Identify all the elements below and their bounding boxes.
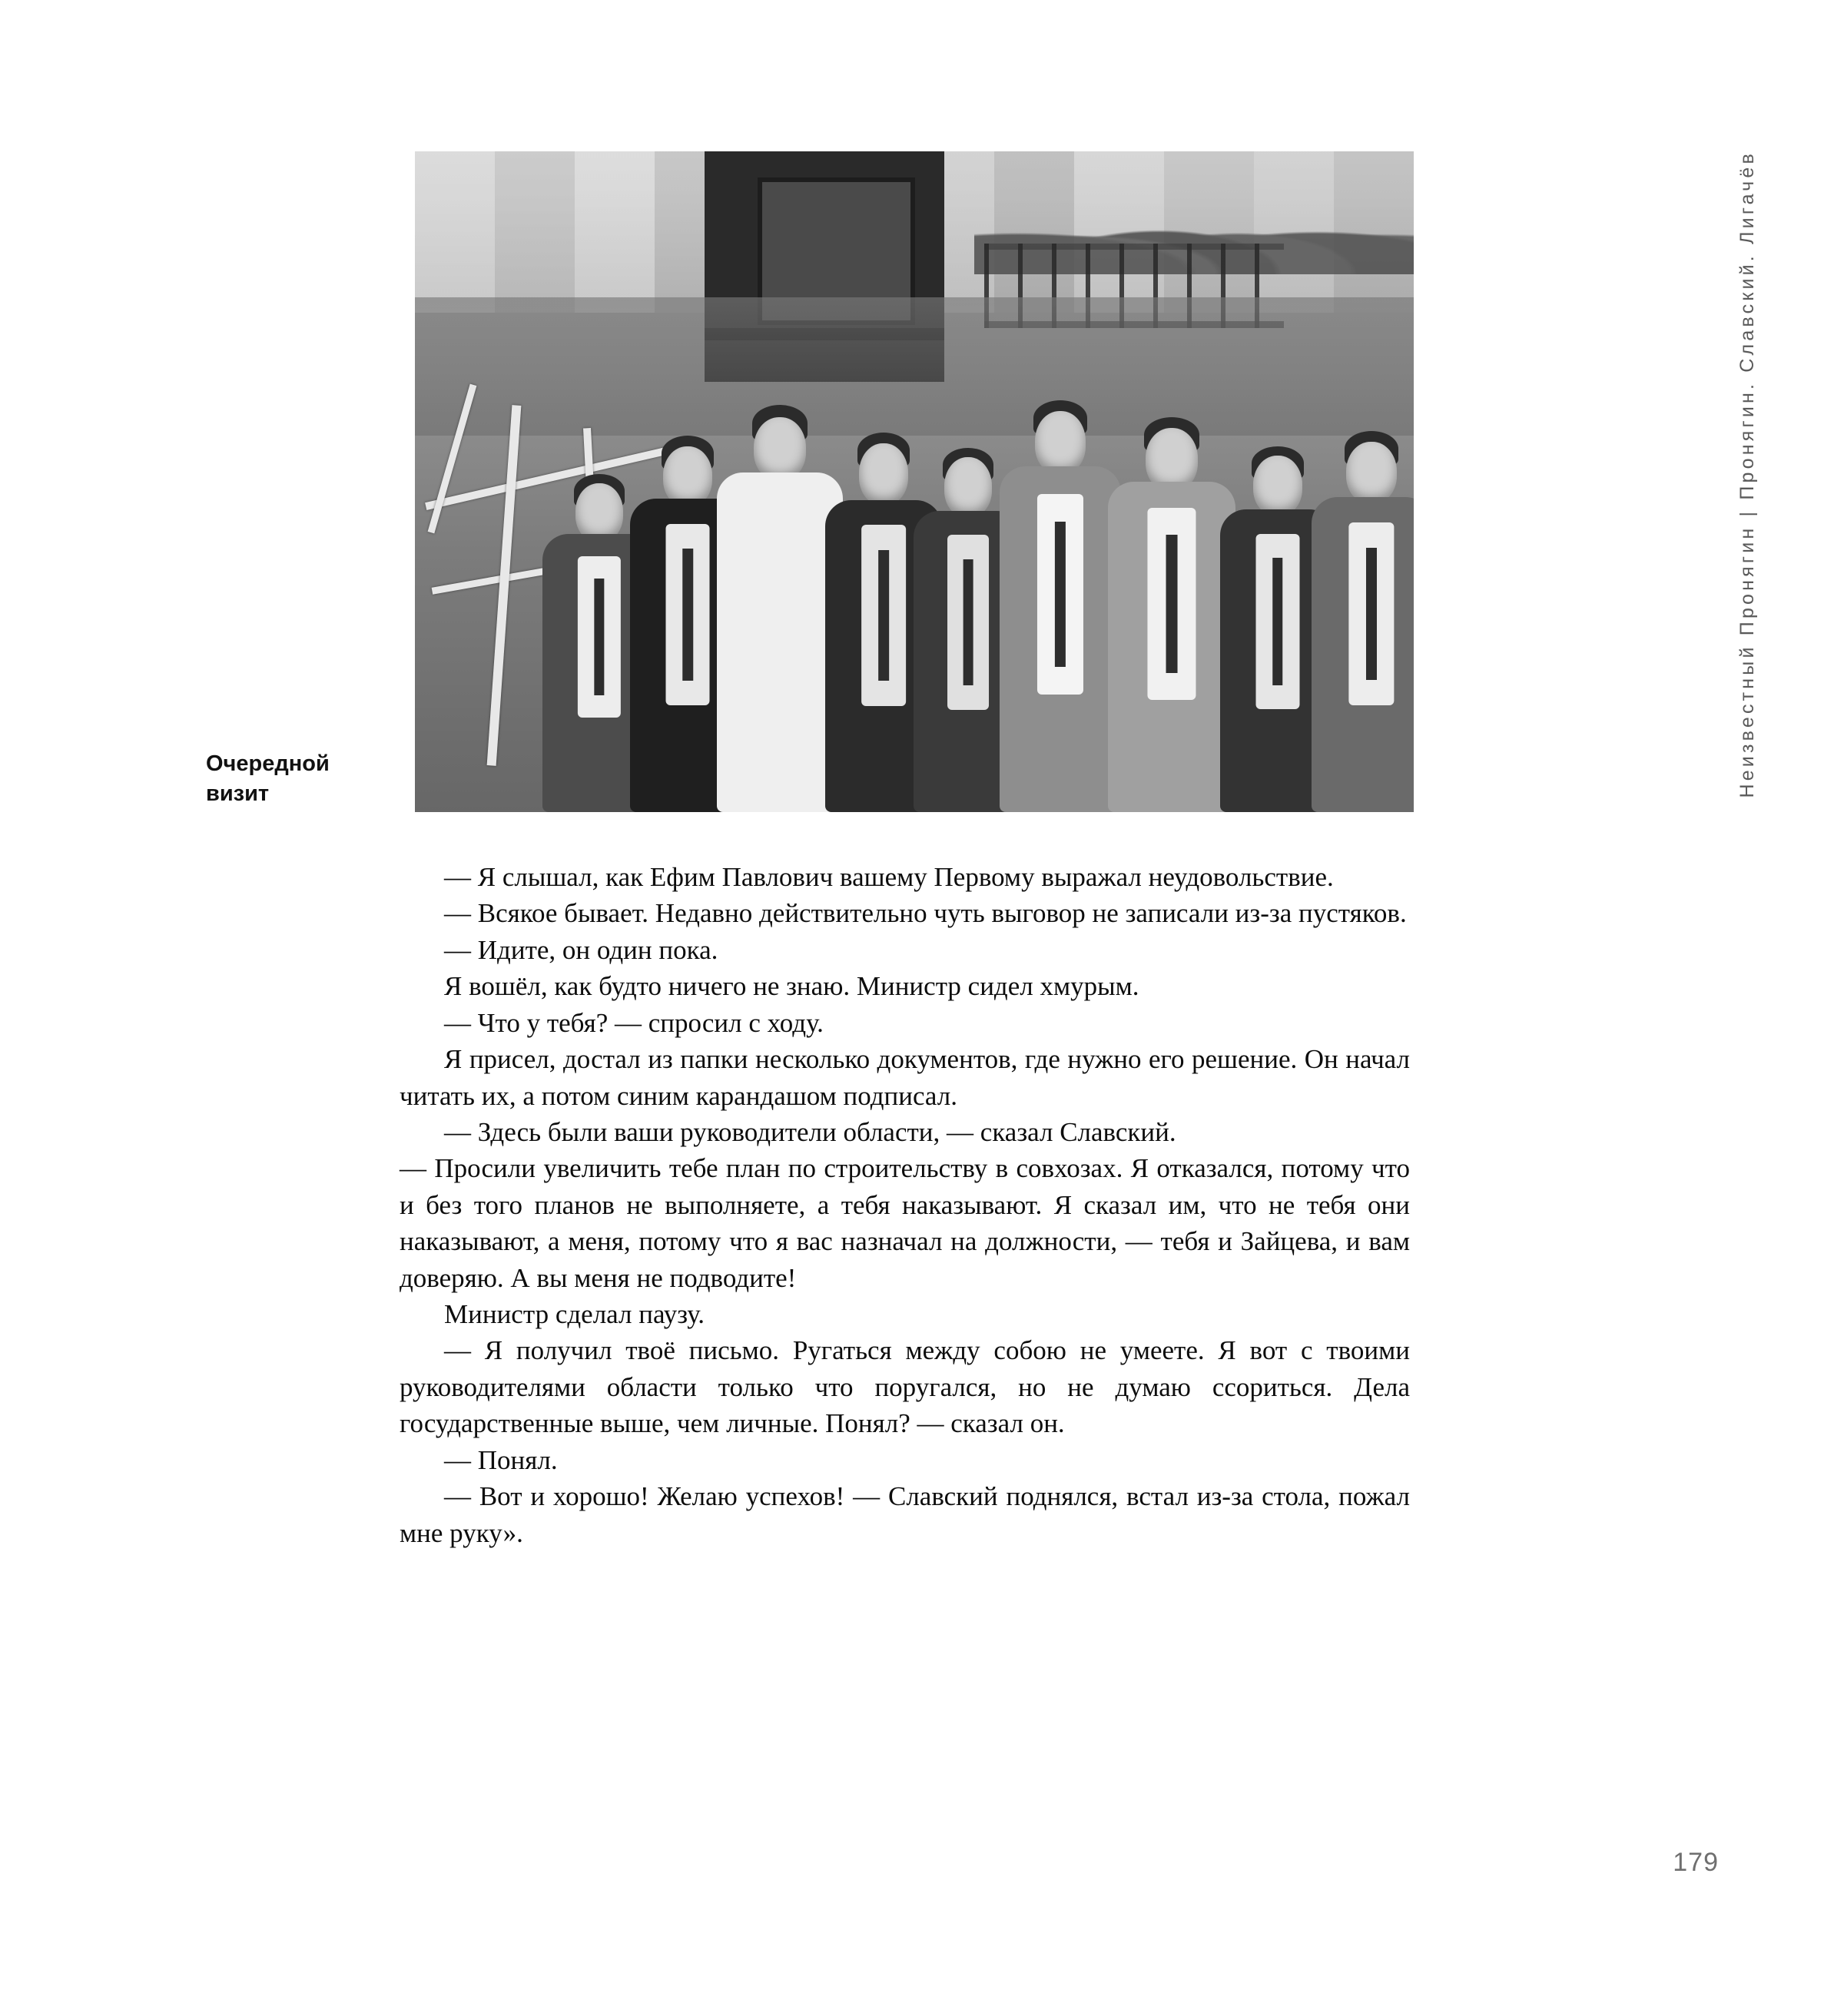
photo-person [1110,397,1233,812]
running-head [1724,151,1770,842]
photo-crowd [465,320,1414,812]
body-paragraph: — Понял. [444,1444,558,1475]
body-paragraph: — Просили увеличить тебе план по строительству в совхозах. Я отказался, потому что и без того планов не выполняете, а тебя наказывают. Я сказал им, что не тебя они наказывают, а меня, потому что я вас назначал на должности, — тебя и Зайцева, и вам доверяю. А вы меня не подводите! [400,1153,1410,1293]
figure-caption: Очередной визит [206,751,330,807]
body-text [400,859,1410,1551]
body-paragraph: — Я получил твоё письмо. Ругаться между собою не умеете. Я вот с твоими руководителями области только что поругался, но не думаю ссориться. Дела государственные выше, чем личные. Понял? — сказал он. [400,1335,1410,1439]
photo-person [1314,413,1414,812]
body-paragraph: Министр сделал паузу. [444,1299,705,1330]
body-paragraph: — Что у тебя? — спросил с ходу. [444,1007,824,1038]
body-paragraph: — Всякое бывает. Недавно действительно чуть выговор не записали из-за пустяков. [444,898,1407,929]
photo-person [1003,382,1118,812]
page-number: 179 [1673,1848,1719,1877]
body-paragraph: — Здесь были ваши руководители области, — сказал Славский. [444,1116,1176,1147]
body-paragraph: — Идите, он один пока. [444,934,718,965]
photo-person [718,382,841,812]
photograph-image [415,151,1414,812]
figure-photograph [415,151,1414,812]
body-paragraph: Я присел, достал из папки несколько документов, где нужно его решение. Он начал читать их, а потом синим карандашом подписал. [400,1044,1410,1111]
body-paragraph: — Я слышал, как Ефим Павлович вашему Первому выражал неудовольствие. [444,862,1334,892]
body-paragraph: — Вот и хорошо! Желаю успехов! — Славский поднялся, встал из-за стола, пожал мне руку». [400,1481,1410,1548]
running-head-text: Неизвестный Пронягин | Пронягин. Славский. Лигачёв [1736,151,1758,798]
body-paragraph: Я вошёл, как будто ничего не знаю. Министр сидел хмурым. [444,971,1139,1002]
